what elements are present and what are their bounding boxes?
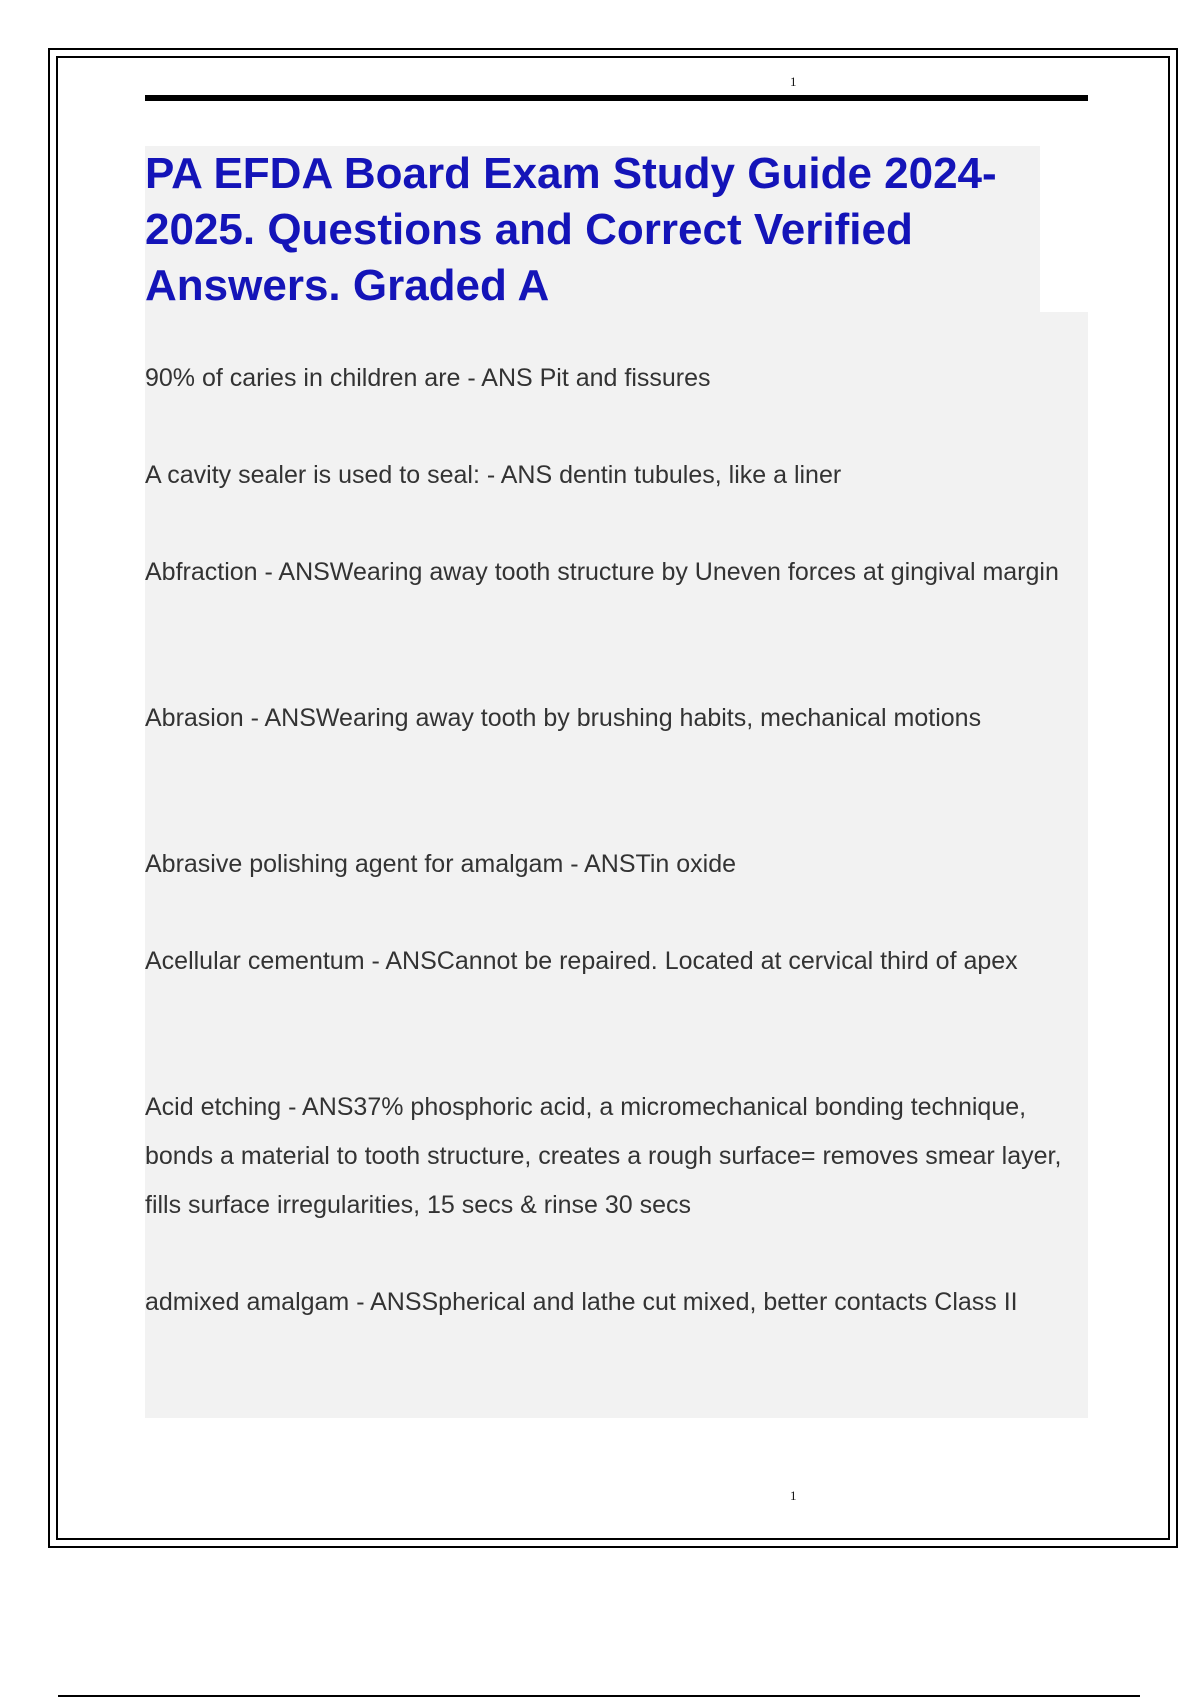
header-page-number: 1 bbox=[790, 74, 797, 89]
qa-item: 90% of caries in children are - ANS Pit and fissures bbox=[145, 364, 711, 392]
document-title: PA EFDA Board Exam Study Guide 2024-2025. Questions and Correct Verified Answers. Graded A bbox=[145, 149, 997, 310]
footer-page-number: 1 bbox=[790, 1488, 797, 1503]
qa-item: A cavity sealer is used to seal: - ANS dentin tubules, like a liner bbox=[145, 461, 842, 489]
title-block bbox=[145, 146, 1040, 312]
qa-item: Abrasive polishing agent for amalgam - ANSTin oxide bbox=[145, 850, 737, 878]
qa-item: Abfraction - ANSWearing away tooth structure by Uneven forces at gingival margin bbox=[145, 558, 1059, 586]
qa-item: Acellular cementum - ANSCannot be repaired. Located at cervical third of apex bbox=[145, 947, 1018, 975]
bottom-rule bbox=[58, 1695, 1140, 1697]
qa-item: admixed amalgam - ANSSpherical and lathe cut mixed, better contacts Class II bbox=[145, 1288, 1018, 1316]
qa-item: Acid etching - ANS37% phosphoric acid, a micromechanical bonding technique, bonds a material to tooth structure, creates a rough surface= removes smear layer, fills surface irregularities, 15 secs & rinse 30 secs bbox=[145, 1093, 1062, 1219]
header-rule bbox=[145, 95, 1088, 101]
qa-item: Abrasion - ANSWearing away tooth by brushing habits, mechanical motions bbox=[145, 704, 982, 732]
